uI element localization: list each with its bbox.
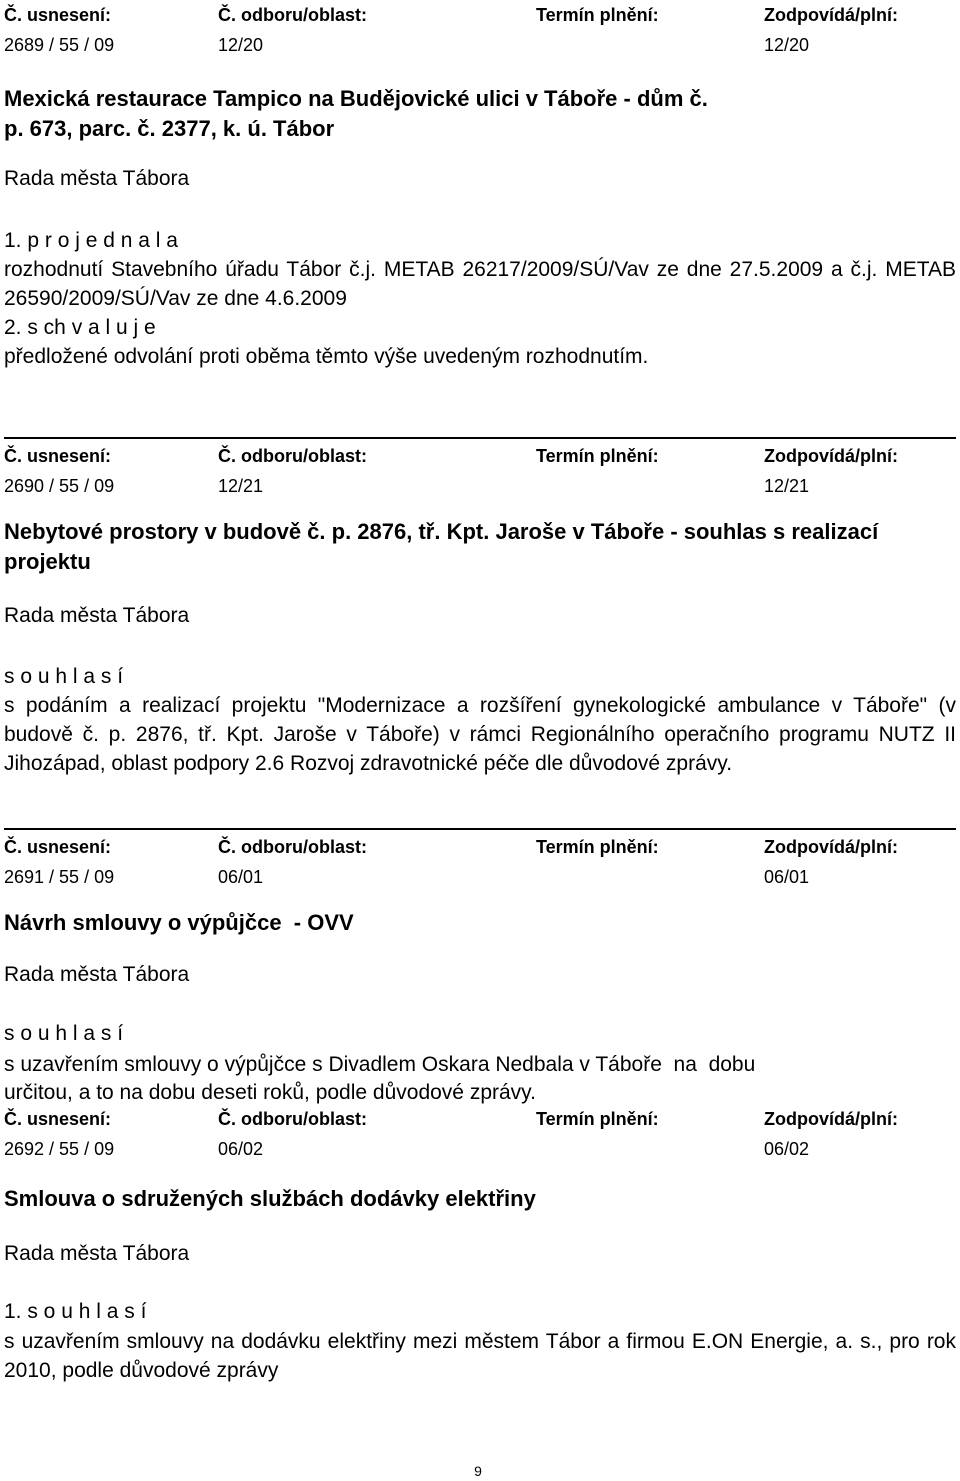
resolution-title: Nebytové prostory v budově č. p. 2876, tř. Kpt. Jaroše v Táboře - souhlas s realizací projektu bbox=[4, 519, 879, 574]
header-responsible-label: Zodpovídá/plní: bbox=[764, 446, 898, 466]
header-term-label: Termín plnění: bbox=[536, 837, 659, 857]
decision-text: s podáním a realizací projektu "Modernizace a rozšíření gynekologické ambulance v Táboře" (v budově č. p. 2876, tř. Kpt. Jaroše v Táboře) v rámci Regionálního operačního programu NUTZ II Jihozápad, oblast podpory 2.6 Rozvoj zdravotnické péče dle důvodové zprávy. bbox=[4, 694, 956, 775]
resolution-number: 2692 / 55 / 09 bbox=[4, 1139, 115, 1159]
resolution-number: 2690 / 55 / 09 bbox=[4, 476, 115, 496]
resolution-responsible: 12/21 bbox=[764, 476, 810, 496]
council-name: Rada města Tábora bbox=[4, 167, 190, 190]
resolution-dept: 12/21 bbox=[218, 476, 264, 496]
resolution-header bbox=[4, 1106, 956, 1132]
header-number-label: Č. usnesení: bbox=[4, 446, 112, 466]
resolution-2689 bbox=[4, 2, 956, 368]
decision-text: s uzavřením smlouvy na dodávku elektřiny mezi městem Tábor a firmou E.ON Energie, a. s., pro rok 2010, podle důvodové zprávy bbox=[4, 1330, 956, 1382]
decision-text-2: předložené odvolání proti oběma těmto výše uvedeným rozhodnutím. bbox=[4, 345, 649, 368]
resolution-dept: 12/20 bbox=[218, 35, 264, 55]
resolution-responsible: 06/02 bbox=[764, 1139, 810, 1159]
resolution-2691 bbox=[4, 828, 956, 1104]
verb-agrees: s o u h l a s í bbox=[4, 1022, 124, 1045]
council-name: Rada města Tábora bbox=[4, 604, 190, 627]
resolution-title: Návrh smlouvy o výpůjčce - OVV bbox=[4, 910, 354, 935]
resolution-responsible: 12/20 bbox=[764, 35, 810, 55]
verb-discusses: 1. p r o j e d n a l a bbox=[4, 229, 178, 252]
document-page bbox=[4, 0, 956, 1481]
resolution-2690 bbox=[4, 437, 956, 775]
resolution-number: 2689 / 55 / 09 bbox=[4, 35, 115, 55]
resolution-title: Mexická restaurace Tampico na Budějovické ulici v Táboře - dům č. p. 673, parc. č. 2377, k. ú. Tábor bbox=[4, 86, 708, 141]
resolution-header bbox=[4, 2, 956, 28]
verb-agrees: 1. s o u h l a s í bbox=[4, 1300, 147, 1323]
resolution-dept: 06/01 bbox=[218, 867, 264, 887]
header-dept-label: Č. odboru/oblast: bbox=[218, 446, 367, 466]
resolution-values bbox=[4, 864, 956, 890]
council-name: Rada města Tábora bbox=[4, 1242, 190, 1265]
resolution-responsible: 06/01 bbox=[764, 867, 810, 887]
verb-approves: 2. s ch v a l u j e bbox=[4, 316, 156, 339]
header-term-label: Termín plnění: bbox=[536, 5, 659, 25]
decision-text: s uzavřením smlouvy o výpůjčce s Divadlem Oskara Nedbala v Táboře na dobu bbox=[4, 1053, 756, 1076]
resolution-header bbox=[4, 834, 956, 860]
header-number-label: Č. usnesení: bbox=[4, 837, 112, 857]
resolution-title: Smlouva o sdružených službách dodávky elektřiny bbox=[4, 1186, 536, 1211]
resolution-values bbox=[4, 1136, 956, 1162]
resolution-dept: 06/02 bbox=[218, 1139, 264, 1159]
decision-text-2: určitou, a to na dobu deseti roků, podle důvodové zprávy. bbox=[4, 1081, 536, 1104]
divider bbox=[4, 828, 956, 830]
resolution-values bbox=[4, 32, 956, 58]
decision-text: rozhodnutí Stavebního úřadu Tábor č.j. METAB 26217/2009/SÚ/Vav ze dne 27.5.2009 a č.j. METAB 26590/2009/SÚ/Vav ze dne 4.6.2009 bbox=[4, 258, 956, 310]
header-dept-label: Č. odboru/oblast: bbox=[218, 1109, 367, 1129]
header-number-label: Č. usnesení: bbox=[4, 5, 112, 25]
resolution-2692 bbox=[4, 1106, 956, 1382]
page-number: 9 bbox=[474, 1463, 482, 1479]
header-responsible-label: Zodpovídá/plní: bbox=[764, 837, 898, 857]
header-term-label: Termín plnění: bbox=[536, 446, 659, 466]
header-dept-label: Č. odboru/oblast: bbox=[218, 837, 367, 857]
header-responsible-label: Zodpovídá/plní: bbox=[764, 5, 898, 25]
council-name: Rada města Tábora bbox=[4, 963, 190, 986]
resolution-header bbox=[4, 443, 956, 469]
header-number-label: Č. usnesení: bbox=[4, 1109, 112, 1129]
header-term-label: Termín plnění: bbox=[536, 1109, 659, 1129]
verb-agrees: s o u h l a s í bbox=[4, 665, 124, 688]
header-dept-label: Č. odboru/oblast: bbox=[218, 5, 367, 25]
resolution-values bbox=[4, 473, 956, 499]
header-responsible-label: Zodpovídá/plní: bbox=[764, 1109, 898, 1129]
resolution-number: 2691 / 55 / 09 bbox=[4, 867, 115, 887]
divider bbox=[4, 437, 956, 439]
